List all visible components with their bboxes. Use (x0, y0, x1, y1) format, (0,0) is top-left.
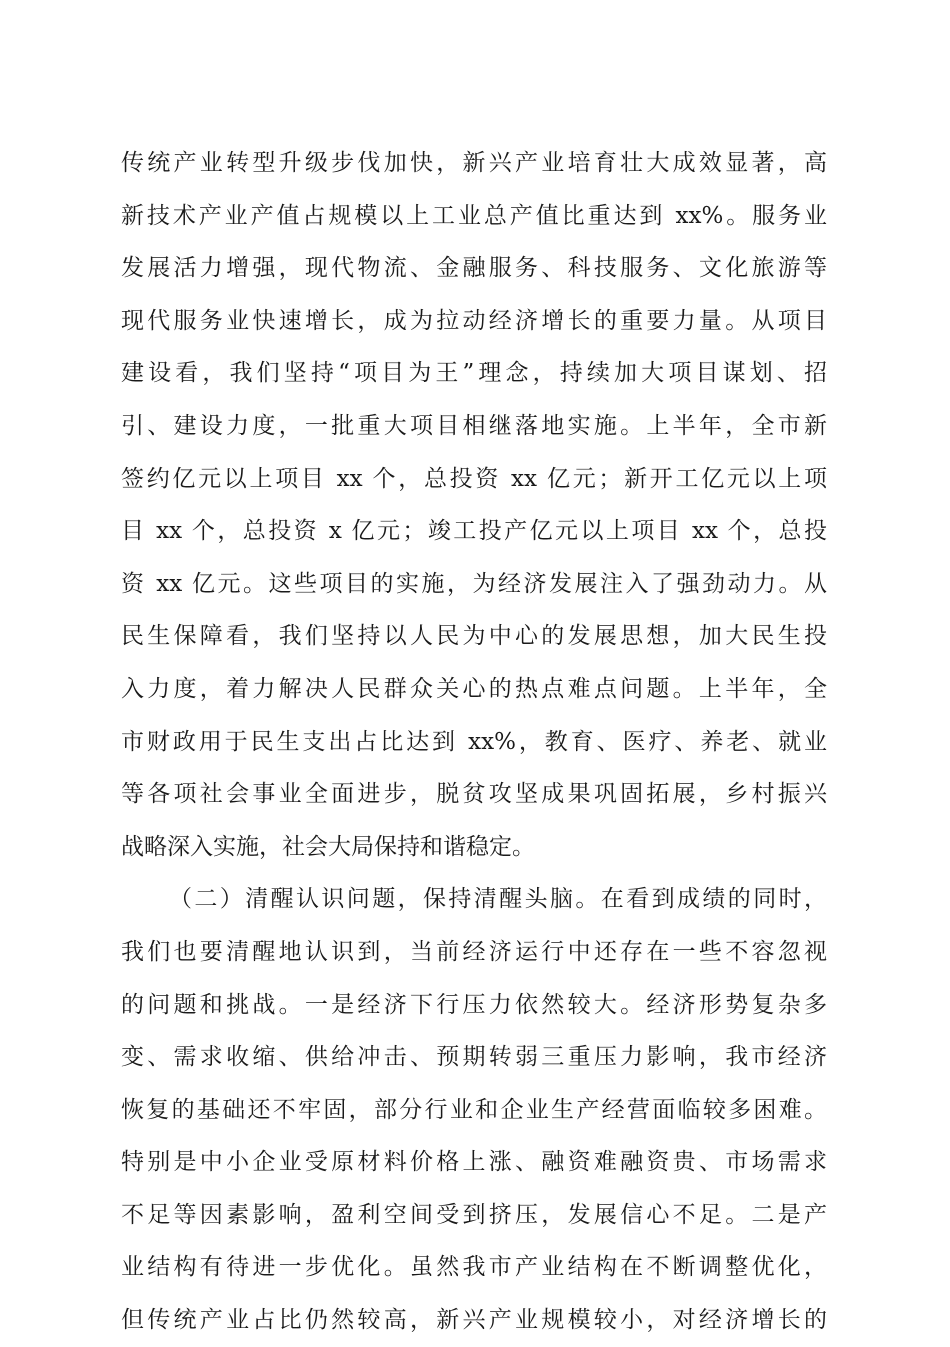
text-line: 引、建设力度，一批重大项目相继落地实施。上半年，全市新 (121, 412, 827, 439)
text-line: 签约亿元以上项目 xx 个，总投资 xx 亿元；新开工亿元以上项 (121, 465, 827, 492)
text-line: 入力度，着力解决人民群众关心的热点难点问题。上半年，全 (121, 675, 827, 702)
text-line: 传统产业转型升级步伐加快，新兴产业培育壮大成效显著，高 (121, 150, 827, 176)
text-line: 但传统产业占比仍然较高，新兴产业规模较小，对经济增长的 (121, 1307, 827, 1334)
text-line: 发展活力增强，现代物流、金融服务、科技服务、文化旅游等 (121, 255, 827, 282)
body-text (121, 137, 827, 1347)
text-line: 业结构有待进一步优化。虽然我市产业结构在不断调整优化， (121, 1254, 827, 1281)
text-line: 特别是中小企业受原材料价格上涨、融资难融资贵、市场需求 (121, 1149, 827, 1176)
text-line: 民生保障看，我们坚持以人民为中心的发展思想，加大民生投 (121, 623, 827, 650)
section-heading-line: （二）清醒认识问题，保持清醒头脑。在看到成绩的同时， (169, 886, 827, 913)
text-line: 等各项社会事业全面进步，脱贫攻坚成果巩固拓展，乡村振兴 (121, 781, 827, 808)
text-line: 我们也要清醒地认识到，当前经济运行中还存在一些不容忽视 (121, 938, 827, 965)
text-line: 不足等因素影响，盈利空间受到挤压，发展信心不足。二是产 (121, 1201, 827, 1228)
text-line: 变、需求收缩、供给冲击、预期转弱三重压力影响，我市经济 (121, 1044, 827, 1071)
text-line: 目 xx 个，总投资 x 亿元；竣工投产亿元以上项目 xx 个，总投 (121, 518, 827, 545)
text-line: 市财政用于民生支出占比达到 xx%，教育、医疗、养老、就业 (121, 728, 827, 755)
paragraph-end-line: 战略深入实施，社会大局保持和谐稳定。 (121, 833, 535, 860)
text-line: 资 xx 亿元。这些项目的实施，为经济发展注入了强劲动力。从 (121, 570, 827, 597)
text-line: 恢复的基础还不牢固，部分行业和企业生产经营面临较多困难。 (121, 1096, 827, 1123)
text-line: 现代服务业快速增长，成为拉动经济增长的重要力量。从项目 (121, 307, 827, 334)
text-line: 新技术产业产值占规模以上工业总产值比重达到 xx%。服务业 (121, 202, 827, 229)
text-line: 建设看，我们坚持“项目为王”理念，持续加大项目谋划、招 (121, 360, 827, 387)
text-line: 的问题和挑战。一是经济下行压力依然较大。经济形势复杂多 (121, 991, 827, 1018)
